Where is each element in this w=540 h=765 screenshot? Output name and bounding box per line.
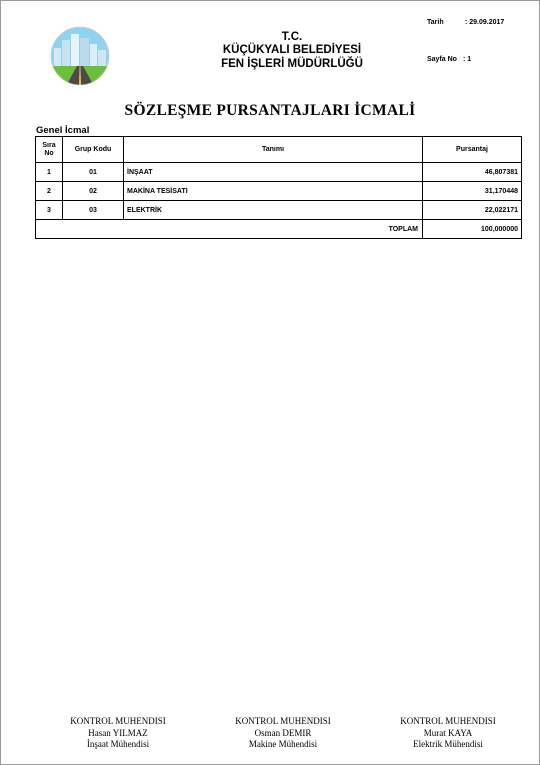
cell-tanimi: İNŞAAT bbox=[124, 163, 423, 182]
header-line-1: T.C. bbox=[281, 31, 303, 43]
date-label: Tarih bbox=[427, 19, 444, 26]
total-label: TOPLAM bbox=[36, 220, 423, 239]
signature-name: Hasan YILMAZ bbox=[88, 727, 148, 738]
page-no-label: Sayfa No bbox=[427, 56, 457, 63]
table-row bbox=[36, 182, 522, 201]
city-road-logo-icon bbox=[50, 26, 110, 86]
signature-role: KONTROL MUHENDISI bbox=[70, 716, 166, 726]
summary-table bbox=[35, 136, 522, 239]
signature-role: KONTROL MUHENDISI bbox=[235, 716, 331, 726]
signature-name: Murat KAYA bbox=[423, 727, 473, 738]
municipality-name: KÜÇÜKYALI BELEDİYESİ bbox=[222, 44, 362, 56]
cell-pursantaj: 22,022171 bbox=[423, 201, 522, 220]
page-no-value: : 1 bbox=[463, 56, 472, 63]
signature-title: İnşaat Mühendisi bbox=[86, 739, 150, 749]
cell-sira-no: 1 bbox=[36, 163, 63, 182]
cell-tanimi: ELEKTRİK bbox=[124, 201, 423, 220]
col-header-sira-no: Sıra No bbox=[36, 137, 63, 163]
report-title: SÖZLEŞME PURSANTAJLARI İCMALİ bbox=[124, 102, 416, 119]
signature-block-3 bbox=[368, 716, 528, 751]
signature-title: Makine Mühendisi bbox=[248, 739, 318, 749]
signature-block-1 bbox=[38, 716, 198, 751]
date-value: : 29.09.2017 bbox=[465, 19, 505, 26]
cell-tanimi: MAKİNA TESİSATI bbox=[124, 182, 423, 201]
total-row bbox=[36, 220, 522, 239]
signature-title: Elektrik Mühendisi bbox=[413, 739, 483, 749]
cell-pursantaj: 31,170448 bbox=[423, 182, 522, 201]
department-name: FEN İŞLERİ MÜDÜRLÜĞÜ bbox=[221, 58, 363, 70]
section-label: Genel İcmal bbox=[36, 125, 90, 136]
cell-grup-kodu: 02 bbox=[63, 182, 124, 201]
col-header-pursantaj: Pursantaj bbox=[423, 137, 522, 163]
col-header-grup-kodu: Grup Kodu bbox=[63, 137, 124, 163]
table-row bbox=[36, 163, 522, 182]
table-header-row bbox=[36, 137, 522, 163]
cell-pursantaj: 46,807381 bbox=[423, 163, 522, 182]
cell-sira-no: 3 bbox=[36, 201, 63, 220]
table-row bbox=[36, 201, 522, 220]
cell-sira-no: 2 bbox=[36, 182, 63, 201]
cell-grup-kodu: 01 bbox=[63, 163, 124, 182]
signature-name: Osman DEMIR bbox=[254, 727, 312, 738]
col-header-tanimi: Tanımı bbox=[124, 137, 423, 163]
signature-block-2 bbox=[203, 716, 363, 751]
cell-grup-kodu: 03 bbox=[63, 201, 124, 220]
signature-role: KONTROL MUHENDISI bbox=[400, 716, 496, 726]
total-value: 100,000000 bbox=[423, 220, 522, 239]
